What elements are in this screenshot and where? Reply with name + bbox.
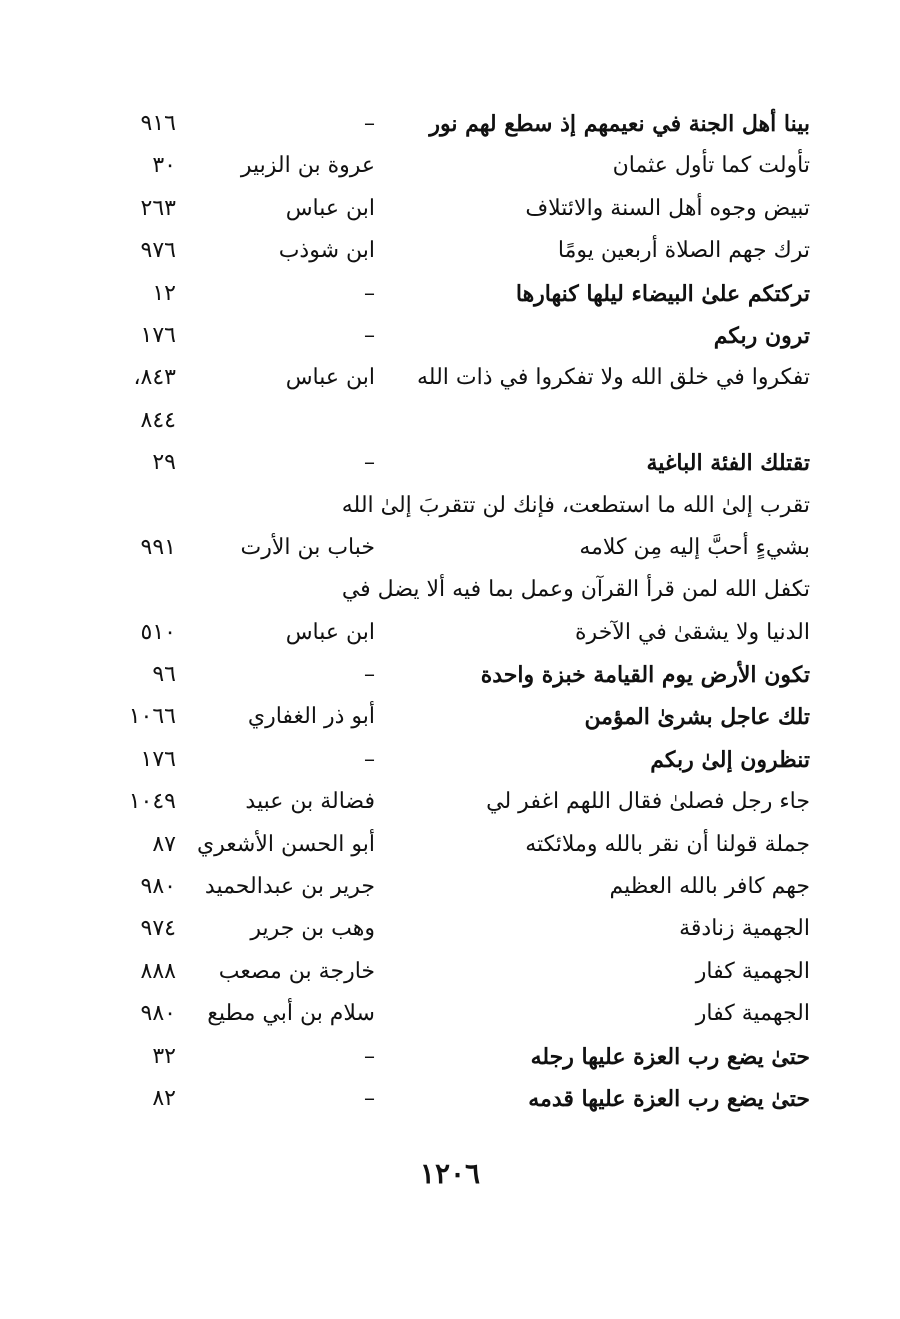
hadith-text: تقرب إلىٰ الله ما استطعت، فإنك لن تتقربَ إلىٰ الله [341,492,810,518]
hadith-text: تنظرون إلىٰ ربكم [650,746,810,773]
page-reference: ١٠٤٩ [128,789,176,815]
page-number: ١٢٠٦ [419,1157,481,1190]
hadith-index-table [100,103,810,1120]
page-reference: ٨٢ [152,1085,176,1111]
narrator: جرير بن عبدالحميد [204,874,375,900]
index-row [100,1036,810,1078]
narrator: أبو ذر الغفاري [247,704,375,730]
narrator: خارجة بن مصعب [218,958,375,984]
page-reference: ٩١٦ [140,111,176,136]
index-row [100,103,810,145]
hadith-text: حتىٰ يضع رب العزة عليها رجله [530,1043,810,1070]
narrator: – [364,662,375,688]
hadith-text: تأولت كما تأول عثمان [612,153,810,179]
index-row [100,188,810,230]
index-row [100,442,810,484]
index-row [100,145,810,187]
hadith-text: تقتلك الفئة الباغية [646,450,810,477]
hadith-text: حتىٰ يضع رب العزة عليها قدمه [528,1085,810,1112]
hadith-text: تركتكم علىٰ البيضاء ليلها كنهارها [515,280,810,307]
narrator: ابن شوذب [278,238,375,264]
narrator: – [364,450,375,476]
index-row [100,866,810,908]
index-row [100,993,810,1035]
page-reference: ٣٠ [152,153,176,179]
hadith-text: تبيض وجوه أهل السنة والائتلاف [525,195,810,221]
page-reference: ٥١٠ [140,619,176,645]
index-row [100,908,810,950]
index-row [100,781,810,823]
index-row [100,315,810,357]
hadith-text: جاء رجل فصلىٰ فقال اللهم اغفر لي [486,789,810,815]
page-reference: ٨٨٨ [140,958,176,984]
hadith-text: ترون ربكم [713,322,810,349]
narrator: فضالة بن عبيد [245,789,375,815]
hadith-text: تكفل الله لمن قرأ القرآن وعمل بما فيه ألا يضل في [341,577,810,603]
index-row [100,654,810,696]
narrator: وهب بن جرير [250,916,375,942]
index-row [100,400,810,442]
page-reference: ١٧٦ [140,746,176,772]
hadith-text: الجهمية كفار [695,958,810,984]
index-row [100,357,810,399]
narrator: – [364,1043,375,1069]
page-reference: ٩٨٠ [140,874,176,900]
page-reference: ٩٦ [152,662,176,688]
narrator: – [364,322,375,348]
index-row [100,230,810,272]
index-row [100,696,810,738]
page-reference: ٨٧ [152,831,176,857]
page-reference: ٩٩١ [140,534,176,560]
narrator: ابن عباس [285,619,375,645]
narrator: ابن عباس [285,195,375,221]
hadith-text: الجهمية كفار [695,1001,810,1027]
index-row [100,273,810,315]
narrator: – [364,111,375,136]
index-row [100,824,810,866]
narrator: عروة بن الزبير [240,153,375,179]
hadith-text: بشيءٍ أحبَّ إليه مِن كلامه [579,534,810,560]
narrator: خباب بن الأرت [240,534,375,560]
hadith-text: بينا أهل الجنة في نعيمهم إذ سطع لهم نور [429,111,810,137]
index-row [100,527,810,569]
page-reference: ٢٩ [152,450,176,476]
hadith-text: جهم كافر بالله العظيم [609,874,810,900]
narrator: سلام بن أبي مطيع [207,1001,375,1027]
hadith-text: الجهمية زنادقة [679,916,810,942]
narrator: ابن عباس [285,365,375,391]
index-row [100,951,810,993]
page-reference: ٢٦٣ [140,195,176,221]
hadith-text: ترك جهم الصلاة أربعين يومًا [557,238,810,264]
hadith-text: جملة قولنا أن نقر بالله وملائكته [525,831,810,857]
hadith-text: تفكروا في خلق الله ولا تفكروا في ذات الله [416,365,810,391]
page-reference: ٣٢ [152,1043,176,1069]
index-row [100,612,810,654]
narrator: أبو الحسن الأشعري [196,831,375,857]
hadith-text: الدنيا ولا يشقىٰ في الآخرة [575,619,810,645]
hadith-text: تلك عاجل بشرىٰ المؤمن [584,704,810,731]
index-row [100,569,810,611]
narrator: – [364,746,375,772]
page-reference: ٩٨٠ [140,1001,176,1027]
page-reference: ٨٤٤ [140,407,176,433]
page-reference: ١٢ [152,280,176,306]
index-row [100,739,810,781]
page-reference: ١٠٦٦ [128,704,176,730]
index-row [100,485,810,527]
page-reference: ١٧٦ [140,322,176,348]
page-reference: ٨٤٣، [133,365,176,391]
page-reference: ٩٧٦ [140,238,176,264]
narrator: – [364,1085,375,1111]
narrator: – [364,280,375,306]
page-reference: ٩٧٤ [140,916,176,942]
hadith-text: تكون الأرض يوم القيامة خبزة واحدة [480,662,810,689]
index-row [100,1078,810,1120]
